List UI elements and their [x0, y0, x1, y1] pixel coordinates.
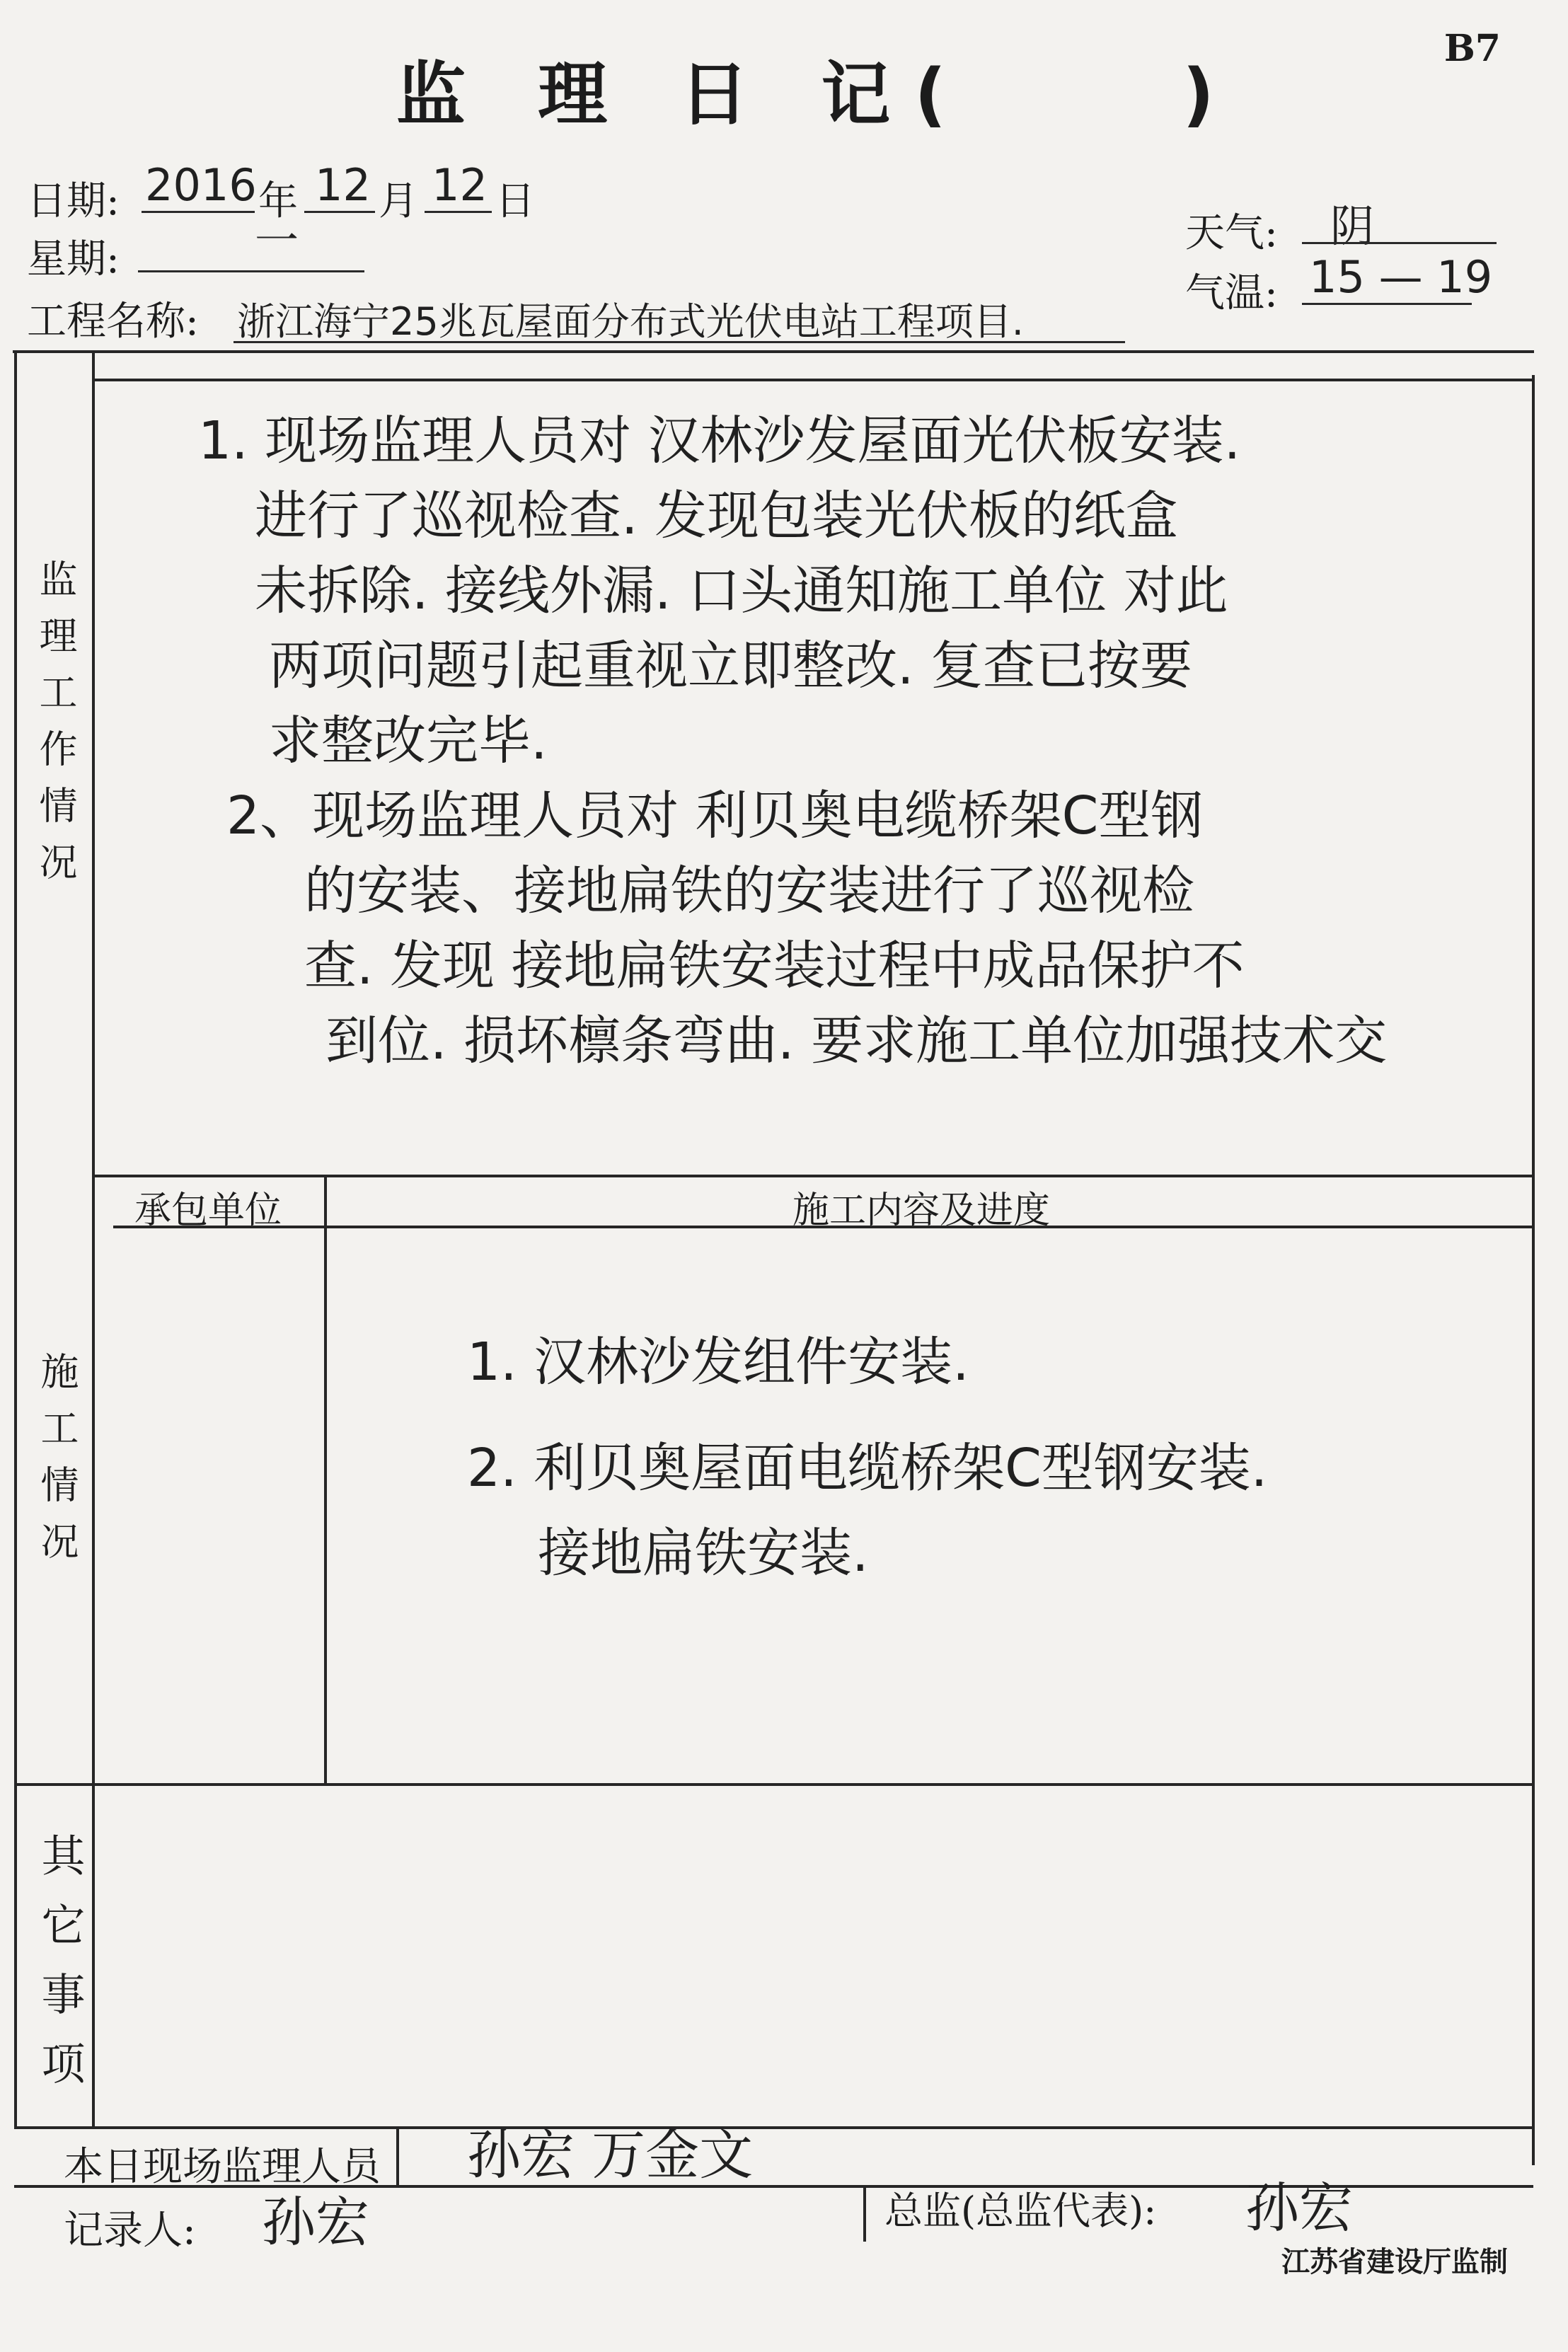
date-year: 2016 [145, 159, 257, 211]
weather-value: 阴 [1330, 200, 1375, 252]
construction-label: 施工情况 [35, 1351, 79, 1578]
chief-label: 总监(总监代表): [884, 2189, 1157, 2233]
supervision-content: 1. 现场监理人员对 汉林沙发屋面光伏板安装. 进行了巡视检查. 发现包装光伏板的纸盒 未拆除. 接线外漏. 口头通知施工单位 对此 两项问题引起重视立即整改. 复查已按要 求整改完毕. 2、现场监理人员对 利贝奥电缆桥架C型钢 的安装、接地扁铁的安装进行了巡视检 查. 发现 接地扁铁安装过程中成品保护不 到位. 损坏檩条弯曲. 要求施工单位加强技术交 [198, 410, 1388, 1071]
other-label: 其它事项 [34, 1833, 86, 2110]
recorder-label: 记录人: [64, 2208, 196, 2254]
contractor-header: 承包单位 [134, 1189, 282, 1232]
month-unit: 月 [379, 178, 418, 224]
weekday-value: 一 [255, 214, 299, 266]
onsite-names: 孙宏 万金文 [467, 2123, 754, 2186]
issuer-note: 江苏省建设厅监制 [1281, 2246, 1508, 2278]
content-header: 施工内容及进度 [792, 1189, 1051, 1232]
construction-content: 1. 汉林沙发组件安装. 2. 利贝奥屋面电缆桥架C型钢安装. 接地扁铁安装. [467, 1332, 1268, 1584]
date-month: 12 [315, 159, 371, 211]
year-unit: 年 [258, 178, 298, 224]
chief-name: 孙宏 [1245, 2177, 1353, 2239]
page-title: 监 理 日 记( ) [396, 54, 1238, 135]
project-value: 浙江海宁25兆瓦屋面分布式光伏电站工程项目. [237, 299, 1024, 344]
recorder-name: 孙宏 [262, 2191, 369, 2254]
weekday-label: 星期: [27, 236, 120, 282]
project-label: 工程名称: [27, 299, 199, 345]
form-code: B7 [1443, 27, 1501, 70]
weather-label: 天气: [1185, 210, 1278, 256]
date-day: 12 [432, 159, 488, 211]
date-label: 日期: [27, 178, 120, 224]
day-unit: 日 [495, 178, 535, 224]
onsite-label: 本日现场监理人员 [64, 2144, 381, 2190]
temp-label: 气温: [1185, 270, 1278, 316]
supervision-label: 监理工作情况 [33, 559, 78, 899]
temp-value: 15 — 19 [1309, 251, 1493, 303]
